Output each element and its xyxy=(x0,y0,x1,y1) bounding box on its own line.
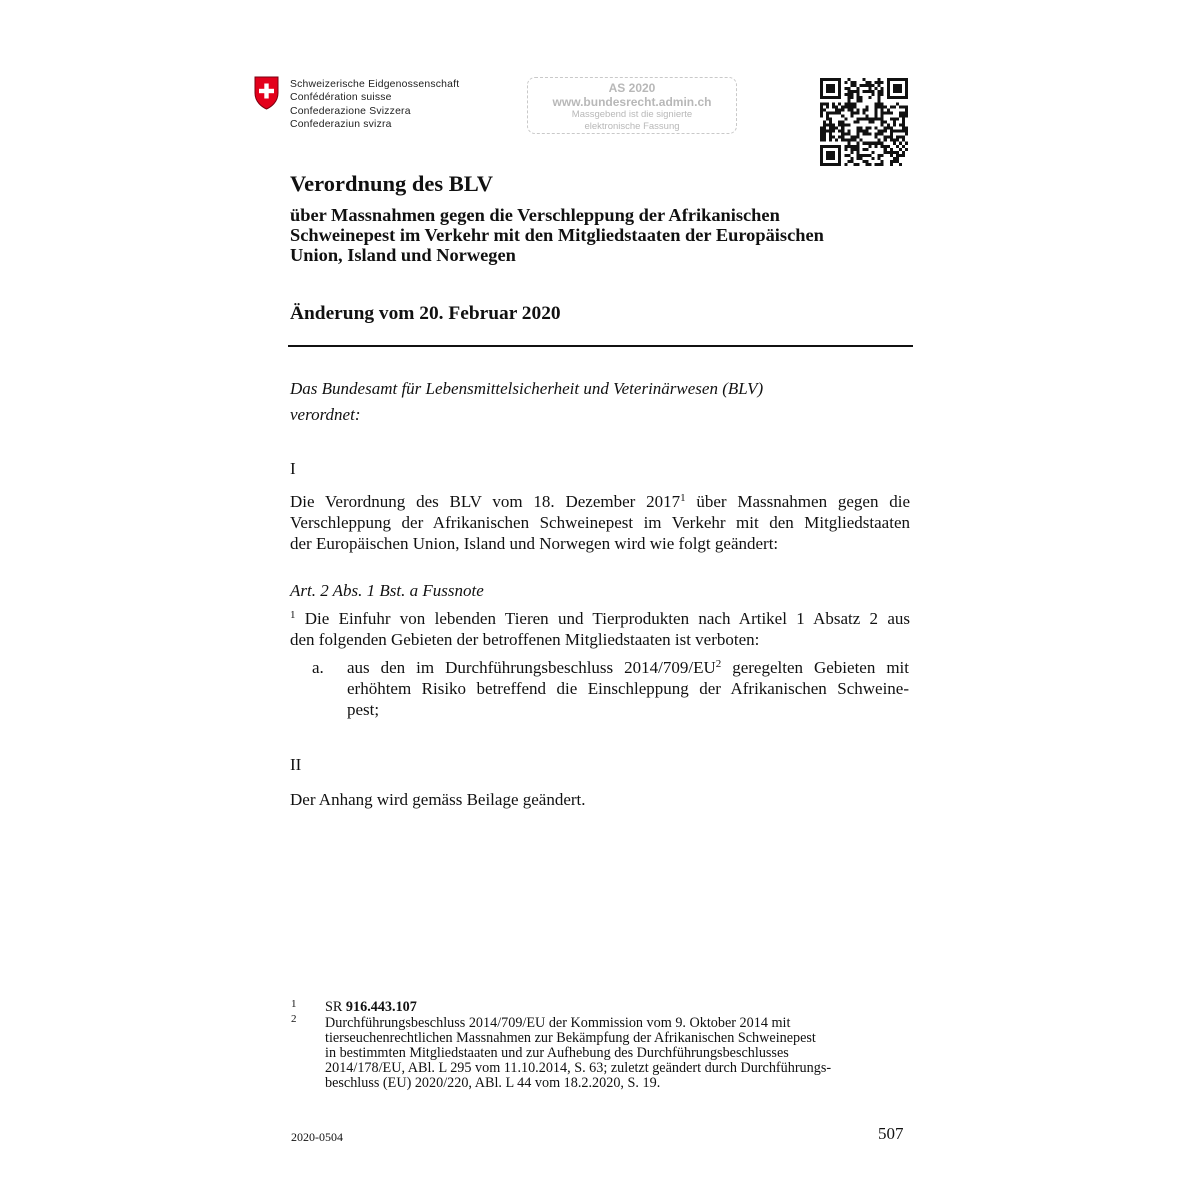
list-item-line: erhöhtem Risiko betreffend die Einschleppung der Afrikanischen Schweine- xyxy=(347,679,909,698)
paragraph-line: der Europäischen Union, Island und Norwegen wird wie folgt geändert: xyxy=(290,534,779,553)
subtitle-line: Union, Island und Norwegen xyxy=(290,245,516,265)
paragraph-number: 1 xyxy=(290,609,296,621)
preamble-line: Das Bundesamt für Lebensmittelsicherheit und Veterinärwesen (BLV) xyxy=(290,379,764,398)
footnote-ref-1[interactable]: 1 xyxy=(680,492,686,504)
footnote-line: Durchführungsbeschluss 2014/709/EU der Kommission vom 9. Oktober 2014 mit xyxy=(325,1015,791,1031)
list-item-a xyxy=(347,657,909,720)
footnote-line: 2014/178/EU, ABl. L 295 vom 11.10.2014, S. 63; zuletzt geändert durch Durchführungs- xyxy=(325,1060,832,1076)
footnote-line: in bestimmten Mitgliedstaaten und zur Aufhebung des Durchführungsbeschlusses xyxy=(325,1045,789,1061)
paragraph-text: Die Verordnung des BLV vom 18. Dezember 2017 xyxy=(290,492,681,511)
annex-paragraph: Der Anhang wird gemäss Beilage geändert. xyxy=(290,790,586,809)
confederation-names xyxy=(290,78,459,131)
footnote-prefix: SR xyxy=(325,999,346,1015)
amendment-intro-paragraph xyxy=(290,491,910,554)
list-item-text: geregelten Gebieten mit xyxy=(721,658,909,677)
section-heading-1: I xyxy=(290,459,296,478)
title-divider xyxy=(288,345,913,347)
subtitle-line: über Massnahmen gegen die Verschleppung der Afrikanischen xyxy=(290,205,780,225)
list-item-line: pest; xyxy=(347,700,380,719)
subtitle-line: Schweinepest im Verkehr mit den Mitgliedstaaten der Europäischen xyxy=(290,225,824,245)
confederation-line-fr: Confédération suisse xyxy=(290,92,392,104)
footnote-number-1: 1 xyxy=(291,998,297,1010)
preamble xyxy=(290,376,763,428)
qr-code-icon xyxy=(820,78,908,166)
document-subtitle xyxy=(290,205,910,265)
document-number: 2020-0504 xyxy=(291,1130,343,1144)
list-item-text: aus den im Durchführungsbeschluss 2014/709/EU xyxy=(347,658,716,677)
paragraph-line: den folgenden Gebieten der betroffenen Mitgliedstaaten ist verboten: xyxy=(290,630,760,649)
article-reference: Art. 2 Abs. 1 Bst. a Fussnote xyxy=(290,581,484,600)
swiss-coat-of-arms-icon xyxy=(253,76,280,110)
confederation-line-rm: Confederaziun svizra xyxy=(290,118,392,130)
paragraph-text: über Massnahmen gegen die xyxy=(685,492,910,511)
footnote-2 xyxy=(325,1016,910,1091)
paragraph-text: Die Einfuhr von lebenden Tieren und Tierprodukten nach Artikel 1 Absatz 2 aus xyxy=(295,609,910,628)
preamble-line: verordnet: xyxy=(290,405,361,424)
article-paragraph-1 xyxy=(290,608,910,650)
confederation-line-de: Schweizerische Eidgenossenschaft xyxy=(290,79,460,90)
sr-number-link[interactable]: 916.443.107 xyxy=(345,999,417,1015)
confederation-line-it: Confederazione Svizzera xyxy=(290,105,411,117)
stamp-note-line2: elektronische Fassung xyxy=(584,120,680,132)
list-letter-a: a. xyxy=(312,658,324,677)
paragraph-line: Verschleppung der Afrikanischen Schweinepest im Verkehr mit den Mitgliedstaaten xyxy=(290,513,910,532)
paragraph-line xyxy=(290,491,910,512)
list-item-line xyxy=(347,657,909,678)
section-heading-2: II xyxy=(290,755,302,774)
footnote-ref-2[interactable]: 2 xyxy=(715,658,722,670)
footnote-line: beschluss (EU) 2020/220, ABl. L 44 vom 18.2.2020, S. 19. xyxy=(325,1075,661,1091)
page-number: 507 xyxy=(878,1124,904,1143)
official-publication-stamp xyxy=(527,77,737,134)
paragraph-line xyxy=(290,608,910,629)
stamp-collection: AS 2020 xyxy=(608,81,656,95)
footnote-line: tierseuchenrechtlichen Massnahmen zur Bekämpfung der Afrikanischen Schweinepest xyxy=(325,1030,816,1046)
stamp-url[interactable]: www.bundesrecht.admin.ch xyxy=(552,95,712,109)
stamp-note-line1: Massgebend ist die signierte xyxy=(571,109,693,120)
amendment-date-heading: Änderung vom 20. Februar 2020 xyxy=(290,303,561,324)
document-title: Verordnung des BLV xyxy=(290,171,493,196)
footnote-number-2: 2 xyxy=(291,1013,297,1025)
footnote-1 xyxy=(325,1000,417,1015)
